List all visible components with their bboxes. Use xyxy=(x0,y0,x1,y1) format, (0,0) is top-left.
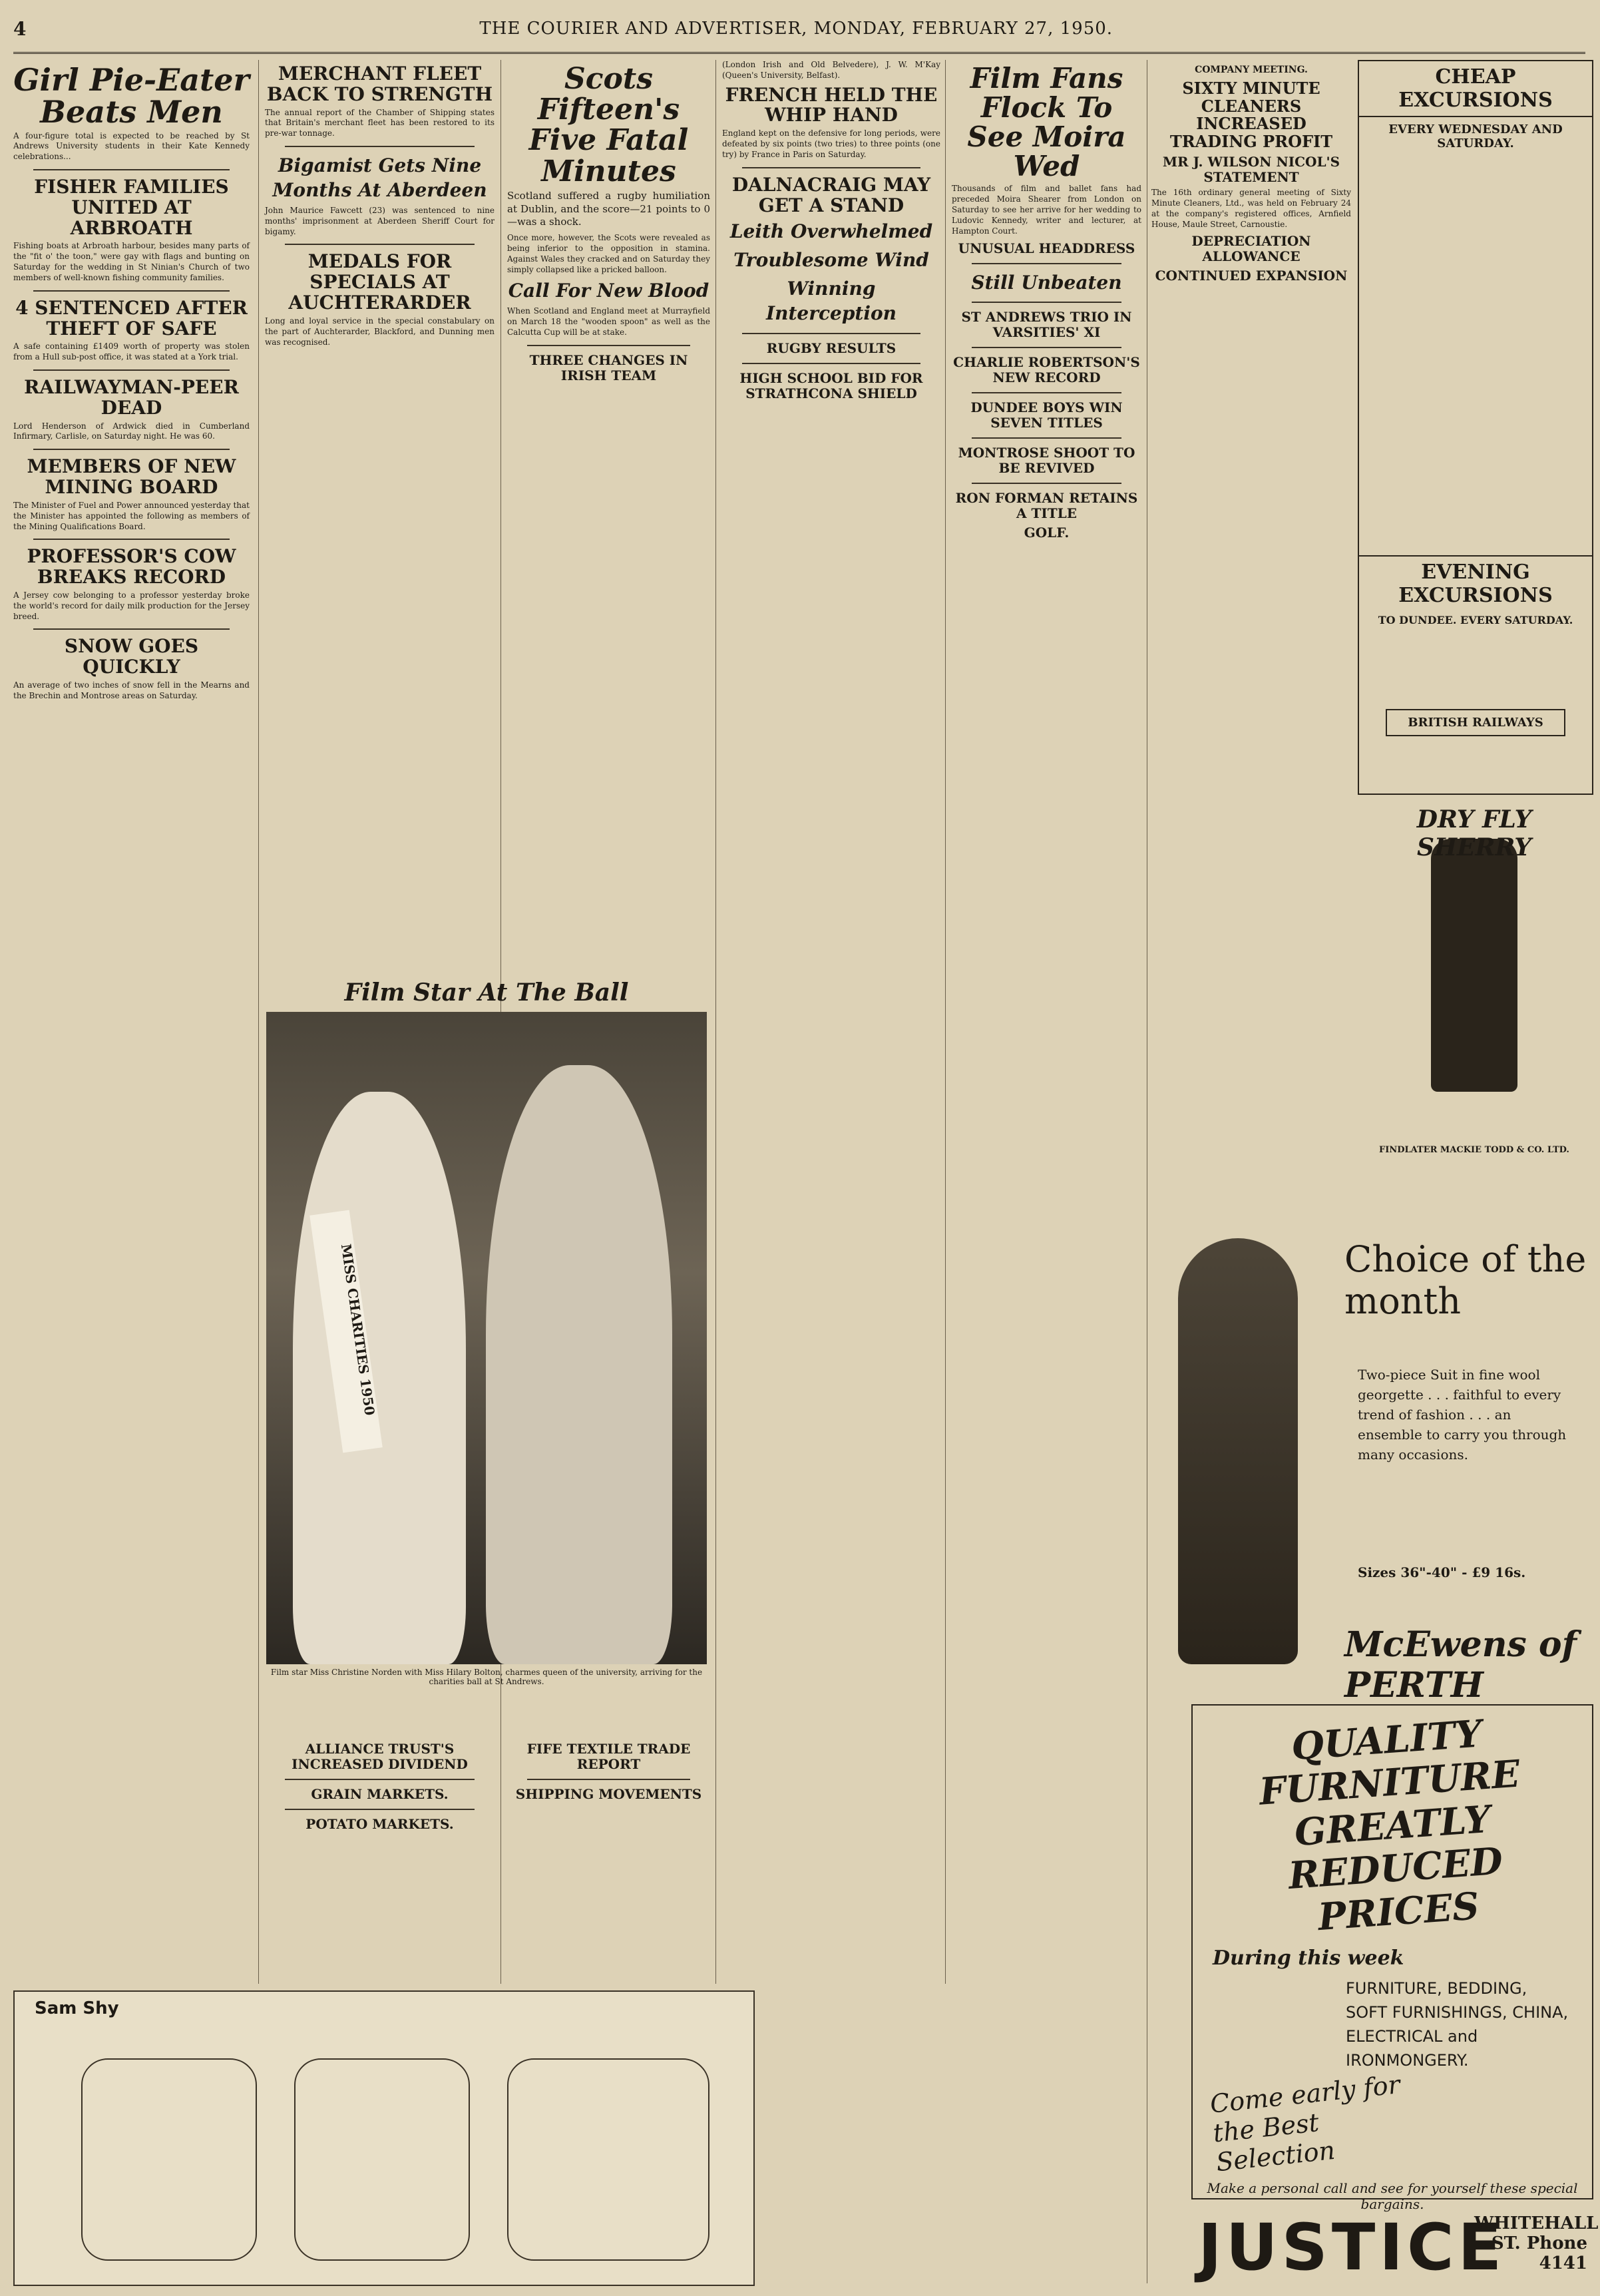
fashion-figure-icon xyxy=(1178,1238,1298,1664)
british-railways: BRITISH RAILWAYS xyxy=(1386,709,1565,736)
headline-depreciation: DEPRECIATION ALLOWANCE xyxy=(1191,233,1311,265)
sash: MISS CHARITIES 1950 xyxy=(309,1210,383,1453)
column-1 xyxy=(13,60,250,1984)
sherry-ad xyxy=(1358,799,1591,1198)
kicker-company-meeting: COMPANY MEETING. xyxy=(1195,65,1308,75)
article-text: Thousands of film and ballet fans had preceded Moira Shearer from London on Saturday to see her arrive for her wedding to Ludovic Kennedy, writer and lecturer, at Hampton Court. xyxy=(952,184,1141,236)
column-2-lower xyxy=(265,1737,495,1984)
cartoon-panel xyxy=(294,2058,470,2261)
headline-golf: GOLF. xyxy=(1024,525,1070,541)
headline-continued-expansion: CONTINUED EXPANSION xyxy=(1155,268,1348,284)
news-photo xyxy=(266,1012,707,1664)
cartoon-panel xyxy=(81,2058,257,2261)
column-6 xyxy=(1151,60,1351,1258)
headline-nicol-statement: MR J. WILSON NICOL'S STATEMENT xyxy=(1162,154,1340,186)
headline-charlie-robertson: CHARLIE ROBERTSON'S NEW RECORD xyxy=(953,354,1140,386)
headline-montrose-shoot: MONTROSE SHOOT TO BE REVIVED xyxy=(958,445,1135,477)
article-text: John Maurice Fawcett (23) was sentenced to nine months' imprisonment at Aberdeen Sheriff Court for bigamy. xyxy=(265,205,495,236)
article-text: Once more, however, the Scots were revealed as being inferior to the opposition in stamina. Against Wales they cracked and on Saturday they simply collapsed like a pricked balloon. xyxy=(507,233,710,274)
choice-of-month-ad xyxy=(1158,1218,1591,1706)
choice-text: Two-piece Suit in fine wool georgette . . . faithful to every trend of fashion . . . an ensemble to carry you through many occasions. xyxy=(1358,1367,1567,1463)
furniture-slogan: Come early for the Best Selection xyxy=(1208,2070,1402,2178)
article-text: Fishing boats at Arbroath harbour, besides many parts of the "fit o' the toon," were gay with flags and bunting on Saturday for the wedding in St Ninian's Church of two members of well-known fishing community families. xyxy=(13,241,250,282)
headline-grain-markets: GRAIN MARKETS. xyxy=(311,1786,449,1802)
column-rule xyxy=(945,60,946,1984)
headline-french-whip-hand: FRENCH HELD THE WHIP HAND xyxy=(725,83,938,126)
justice-logo: JUSTICE xyxy=(1198,2210,1506,2285)
article-text: The 16th ordinary general meeting of Sixty Minute Cleaners, Ltd., was held on February 24 at the company's registered offices, Arnfield House, Maule Street, Carnoustie. xyxy=(1151,188,1351,229)
column-3-lower xyxy=(507,1737,710,1984)
headline-high-school: HIGH SCHOOL BID FOR STRATHCONA SHIELD xyxy=(739,370,923,402)
sherry-maker: FINDLATER MACKIE TODD & CO. LTD. xyxy=(1379,1145,1569,1155)
justice-address: WHITEHALL ST. Phone 4141 xyxy=(1474,2213,1599,2273)
photo-title: Film Star At The Ball xyxy=(344,979,629,1007)
cartoon-title: Sam Shy xyxy=(35,1998,119,2018)
column-rule xyxy=(715,60,716,1984)
sherry-title: DRY FLY SHERRY xyxy=(1416,805,1532,861)
choice-sizes: Sizes 36"-40" - £9 16s. xyxy=(1358,1564,1526,1580)
excursions-subtitle: EVERY WEDNESDAY AND SATURDAY. xyxy=(1388,122,1563,150)
bottle-icon xyxy=(1431,839,1517,1092)
headline-alliance-trust: ALLIANCE TRUST'S INCREASED DIVIDEND xyxy=(292,1741,468,1772)
column-2 xyxy=(265,60,495,972)
article-text: When Scotland and England meet at Murrayfield on March 18 the "wooden spoon" as well as the Calcutta Cup will be at stake. xyxy=(507,306,710,338)
article-text: (London Irish and Old Belvedere), J. W. M'Kay (Queen's University, Belfast). xyxy=(722,60,940,80)
article-text: Lord Henderson of Ardwick died in Cumberland Infirmary, Carlisle, on Saturday night. He was 60. xyxy=(13,421,250,441)
headline-fife-textile: FIFE TEXTILE TRADE REPORT xyxy=(526,1741,691,1772)
headline-potato-markets: POTATO MARKETS. xyxy=(305,1816,454,1832)
headline-irish-team: THREE CHANGES IN IRISH TEAM xyxy=(529,351,688,383)
furniture-week: During this week xyxy=(1213,1946,1404,1970)
furniture-cta: Make a personal call and see for yourself these special bargains. xyxy=(1207,2180,1578,2212)
article-text: England kept on the defensive for long periods, were defeated by six points (two tries) to three points (one try) by France in Paris on Saturday. xyxy=(722,128,940,159)
headline-scots-fifteen: Scots Fifteen's Five Fatal Minutes xyxy=(528,62,689,188)
headline-railwayman-peer: RAILWAYMAN-PEER DEAD xyxy=(24,376,239,419)
headline-medals: MEDALS FOR SPECIALS AT AUCHTERARDER xyxy=(288,250,471,314)
furniture-ad xyxy=(1191,1704,1593,2212)
page-number: 4 xyxy=(13,17,27,40)
headline-troublesome-wind: Troublesome Wind xyxy=(733,249,929,272)
article-text: The annual report of the Chamber of Shipping states that Britain's merchant fleet has been restored to its pre-war tonnage. xyxy=(265,107,495,138)
column-3 xyxy=(507,60,710,972)
headline-fisher-families: FISHER FAMILIES UNITED AT ARBROATH xyxy=(34,176,229,239)
headline-mining-board: MEMBERS OF NEW MINING BOARD xyxy=(27,455,236,499)
headline-film-fans: Film Fans Flock To See Moira Wed xyxy=(967,62,1126,183)
column-5 xyxy=(952,60,1141,1984)
article-text: The Minister of Fuel and Power announced yesterday that the Minister has appointed the following as members of the Mining Qualifications Board. xyxy=(13,500,250,531)
headline-dundee-boys: DUNDEE BOYS WIN SEVEN TITLES xyxy=(970,399,1123,431)
headline-snow-goes-quickly: SNOW GOES QUICKLY xyxy=(64,635,199,678)
headline-shipping: SHIPPING MOVEMENTS xyxy=(515,1786,702,1802)
headline-merchant-fleet: MERCHANT FLEET BACK TO STRENGTH xyxy=(266,63,493,105)
cartoon-panel xyxy=(507,2058,709,2261)
article-text: A safe containing £1409 worth of property was stolen from a Hull sub-post office, it was stated at a York trial. xyxy=(13,342,250,362)
headline-pie-eater: Girl Pie-Eater Beats Men xyxy=(13,62,250,130)
mcewens-logo: McEwens of PERTH xyxy=(1344,1624,1577,1706)
headline-leith: Leith Overwhelmed xyxy=(729,220,933,243)
headline-new-blood: Call For New Blood xyxy=(508,280,709,302)
article-text: An average of two inches of snow fell in the Mearns and the Brechin and Montrose areas on Saturday. xyxy=(13,680,250,700)
person-left-icon xyxy=(293,1092,466,1664)
headline-st-andrews-trio: ST ANDREWS TRIO IN VARSITIES' XI xyxy=(961,309,1132,341)
furniture-list: FURNITURE, BEDDING, SOFT FURNISHINGS, CHINA, ELECTRICAL and IRONMONGERY. xyxy=(1346,1978,1569,2070)
excursions-ad xyxy=(1358,60,1593,795)
person-right-icon xyxy=(486,1065,672,1664)
article-text: Long and loyal service in the special constabulary on the part of Auchterarder, Blackford, and Dunning men was recognised. xyxy=(265,316,495,347)
evening-subtitle: TO DUNDEE. EVERY SATURDAY. xyxy=(1378,614,1573,626)
article-text: A Jersey cow belonging to a professor yesterday broke the world's record for daily milk production for the Jersey breed. xyxy=(13,590,250,621)
column-4 xyxy=(722,60,940,1984)
excursions-title: CHEAP EXCURSIONS xyxy=(1359,61,1592,117)
headline-sixty-minute: SIXTY MINUTE CLEANERS INCREASED TRADING PROFIT xyxy=(1169,79,1333,151)
headline-dalnacraig: DALNACRAIG MAY GET A STAND xyxy=(731,173,931,216)
headline-rugby-results: RUGBY RESULTS xyxy=(766,340,897,357)
headline-bigamist: Bigamist Gets Nine Months At Aberdeen xyxy=(272,154,487,202)
photo-caption: Film star Miss Christine Norden with Miss Hilary Bolton, charmes queen of the university, arriving for the charities ball at St Andrews. xyxy=(270,1668,703,1686)
masthead xyxy=(13,5,1585,54)
choice-title: Choice of the month xyxy=(1344,1238,1587,1322)
headline-ron-forman: RON FORMAN RETAINS A TITLE xyxy=(955,490,1138,522)
masthead-title: THE COURIER AND ADVERTISER, MONDAY, FEBRUARY 27, 1950. xyxy=(479,19,1113,39)
headline-theft-of-safe: 4 SENTENCED AFTER THEFT OF SAFE xyxy=(15,296,248,340)
headline-still-unbeaten: Still Unbeaten xyxy=(971,271,1122,294)
headline-unusual-headdress: UNUSUAL HEADDRESS xyxy=(958,240,1135,256)
cartoon-strip xyxy=(13,1990,755,2286)
column-rule xyxy=(258,60,259,1984)
headline-interception: Winning Interception xyxy=(766,278,897,325)
furniture-title: QUALITY FURNITURE GREATLY REDUCED PRICES xyxy=(1257,1712,1521,1939)
headline-professors-cow: PROFESSOR'S COW BREAKS RECORD xyxy=(27,545,236,588)
evening-title: EVENING EXCURSIONS xyxy=(1359,555,1592,611)
article-lead: Scotland suffered a rugby humiliation at Dublin, and the score—21 points to 0—was a shock. xyxy=(507,189,710,228)
article-text: A four-figure total is expected to be reached by St Andrews University students in their Kate Kennedy celebrations... xyxy=(13,130,250,162)
